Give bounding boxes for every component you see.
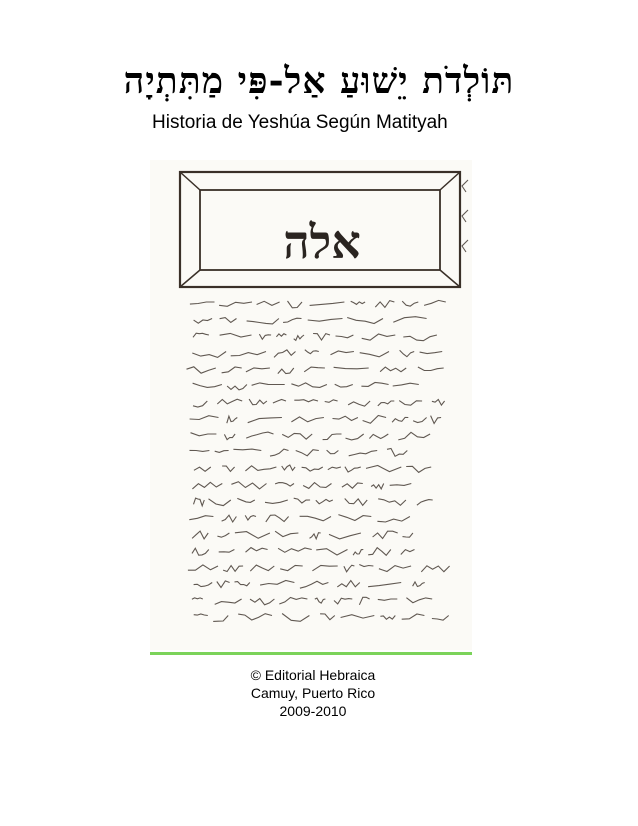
handwriting-stroke xyxy=(260,581,294,586)
handwriting-stroke xyxy=(192,531,208,539)
spanish-title: Historia de Yeshúa Según Matityah xyxy=(152,112,448,133)
handwriting-stroke xyxy=(346,434,364,440)
handwriting-stroke xyxy=(233,449,261,450)
handwriting-stroke xyxy=(189,516,213,520)
handwriting-stroke xyxy=(231,482,266,489)
handwriting-stroke xyxy=(246,432,273,438)
handwriting-stroke xyxy=(328,467,341,470)
handwriting-stroke xyxy=(282,465,295,470)
handwriting-stroke xyxy=(378,401,395,406)
handwriting-stroke xyxy=(431,416,442,424)
handwriting-stroke xyxy=(190,450,210,451)
handwriting-stroke xyxy=(400,350,415,357)
handwriting-stroke xyxy=(390,484,412,486)
handwriting-stroke xyxy=(194,614,208,616)
handwriting-stroke xyxy=(279,598,307,605)
handwriting-stroke xyxy=(215,599,242,604)
handwriting-stroke xyxy=(192,482,222,489)
handwriting-stroke xyxy=(300,516,331,521)
handwriting-stroke xyxy=(310,533,321,539)
handwriting-stroke xyxy=(224,434,235,440)
handwriting-stroke xyxy=(223,566,243,572)
handwriting-stroke xyxy=(417,500,433,506)
handwriting-stroke xyxy=(392,417,408,422)
handwriting-stroke xyxy=(402,301,418,306)
handwriting-stroke xyxy=(190,416,219,420)
handwriting-stroke xyxy=(296,450,319,456)
handwriting-stroke xyxy=(320,614,335,620)
handwriting-stroke xyxy=(308,319,343,322)
handwriting-stroke xyxy=(378,599,398,600)
handwriting-stroke xyxy=(403,335,437,341)
handwriting-stroke xyxy=(194,498,205,506)
handwriting-stroke xyxy=(217,533,229,537)
handwriting-stroke xyxy=(227,385,247,390)
handwriting-stroke xyxy=(368,583,401,587)
handwriting-stroke xyxy=(257,301,280,305)
handwriting-stroke xyxy=(275,531,298,536)
handwriting-stroke xyxy=(193,333,209,337)
handwriting-stroke xyxy=(222,466,235,471)
handwriting-stroke xyxy=(380,367,406,372)
handwriting-stroke xyxy=(302,467,323,471)
handwriting-stroke xyxy=(250,565,274,571)
handwriting-stroke xyxy=(313,334,330,341)
handwriting-stroke xyxy=(399,401,422,406)
handwriting-stroke xyxy=(333,416,358,420)
handwriting-stroke xyxy=(359,597,369,605)
handwriting-stroke xyxy=(393,317,426,323)
handwriting-stroke xyxy=(375,301,394,308)
handwriting-stroke xyxy=(291,383,327,388)
handwriting-stroke xyxy=(345,499,368,506)
handwriting-stroke xyxy=(294,335,304,340)
handwriting-stroke xyxy=(421,566,449,572)
handwriting-stroke xyxy=(329,533,361,539)
handwriting-stroke xyxy=(276,334,286,337)
handwriting-stroke xyxy=(393,383,419,386)
handwriting-stroke xyxy=(265,500,288,503)
handwriting-stroke xyxy=(291,417,324,422)
handwriting-stroke xyxy=(219,302,252,306)
handwriting-stroke xyxy=(294,498,310,503)
handwriting-stroke xyxy=(316,499,333,503)
handwriting-stroke xyxy=(300,581,329,588)
handwriting-stroke xyxy=(304,367,325,372)
handwriting-stroke xyxy=(378,499,406,506)
handwriting-stroke xyxy=(361,383,388,387)
handwriting-stroke xyxy=(278,368,294,374)
handwriting-stroke xyxy=(283,318,301,322)
handwriting-stroke xyxy=(222,367,242,373)
handwriting-stroke xyxy=(219,550,235,553)
handwriting-stroke xyxy=(192,598,203,599)
handwriting-stroke xyxy=(192,548,209,555)
handwriting-stroke xyxy=(235,582,250,586)
manuscript-image xyxy=(150,160,472,650)
margin-stroke xyxy=(462,210,468,222)
handwriting-stroke xyxy=(368,548,391,556)
handwriting-stroke xyxy=(217,581,230,588)
handwriting-stroke xyxy=(344,565,355,572)
handwriting-stroke xyxy=(312,565,337,570)
handwriting-stroke xyxy=(379,566,411,572)
handwriting-stroke xyxy=(342,483,363,488)
handwriting-stroke xyxy=(345,467,361,472)
handwriting-stroke xyxy=(303,483,331,489)
handwriting-stroke xyxy=(215,451,229,453)
handwriting-stroke xyxy=(403,533,413,537)
handwriting-stroke xyxy=(187,367,216,373)
handwriting-stroke xyxy=(190,302,215,304)
hebrew-title: תּוֹלְדֹת יֵשׁוּעַ אַל-פִּי מַתִּתְיָה xyxy=(123,60,515,102)
handwriting-stroke xyxy=(259,334,271,339)
handwriting-stroke xyxy=(380,616,395,620)
handwriting-stroke xyxy=(334,598,352,604)
handwriting-stroke xyxy=(220,318,237,323)
handwriting-stroke xyxy=(334,367,369,369)
handwriting-stroke xyxy=(347,318,383,324)
handwriting-stroke xyxy=(217,399,242,404)
handwriting-stroke xyxy=(246,548,268,553)
handwriting-stroke xyxy=(249,399,267,405)
handwriting-stroke xyxy=(270,449,289,456)
handwriting-stroke xyxy=(252,383,285,385)
handwriting-stroke xyxy=(280,565,303,570)
manuscript-heading-word: אלה xyxy=(283,215,361,269)
handwriting-stroke xyxy=(238,614,272,620)
handwriting-stroke xyxy=(278,548,312,552)
margin-stroke xyxy=(462,180,468,192)
handwriting-stroke xyxy=(188,565,218,570)
handwriting-stroke xyxy=(369,434,388,439)
handwriting-stroke xyxy=(362,334,396,340)
handwriting-stroke xyxy=(338,515,371,521)
handwriting-stroke xyxy=(398,432,430,440)
handwriting-stroke xyxy=(315,598,326,603)
handwriting-stroke xyxy=(305,350,319,354)
handwriting-stroke xyxy=(192,352,226,358)
handwriting-stroke xyxy=(363,416,387,424)
handwriting-stroke xyxy=(418,367,444,371)
handwriting-stroke xyxy=(348,401,370,406)
handwriting-stroke xyxy=(222,515,237,522)
handwriting-stroke xyxy=(401,550,415,555)
handwriting-stroke xyxy=(266,515,289,522)
handwriting-stroke xyxy=(359,565,373,567)
handwriting-stroke xyxy=(325,400,338,403)
divider-line xyxy=(150,652,472,655)
handwriting-stroke xyxy=(432,616,449,621)
handwriting-stroke xyxy=(288,301,303,308)
handwriting-stroke xyxy=(194,319,213,324)
handwriting-stroke xyxy=(194,583,213,587)
handwriting-stroke xyxy=(247,319,279,324)
handwriting-stroke xyxy=(193,383,222,387)
handwriting-stroke xyxy=(420,352,443,354)
handwriting-stroke xyxy=(341,615,375,618)
handwriting-stroke xyxy=(371,484,384,489)
handwriting-stroke xyxy=(349,451,378,456)
handwriting-stroke xyxy=(413,582,425,587)
handwriting-stroke xyxy=(424,300,446,305)
handwriting-stroke xyxy=(387,449,407,457)
handwriting-stroke xyxy=(323,434,342,440)
handwriting-stroke xyxy=(327,450,339,454)
handwriting-stroke xyxy=(366,466,401,472)
handwriting-stroke xyxy=(245,515,256,520)
handwriting-stroke xyxy=(337,581,360,587)
handwriting-stroke xyxy=(231,352,266,356)
handwriting-stroke xyxy=(193,401,207,407)
handwriting-stroke xyxy=(245,466,276,471)
handwriting-stroke xyxy=(336,335,354,338)
handwriting-stroke xyxy=(353,550,363,556)
handwriting-stroke xyxy=(274,350,296,358)
handwriting-stroke xyxy=(275,483,294,487)
years-text: 2009-2010 xyxy=(279,703,347,719)
handwriting-stroke xyxy=(373,531,398,538)
handwriting-stroke xyxy=(209,499,231,506)
margin-stroke xyxy=(462,240,468,252)
handwriting-stroke xyxy=(273,400,286,404)
credits-block xyxy=(238,666,388,720)
handwriting-stroke xyxy=(248,418,282,423)
handwriting-stroke xyxy=(191,433,217,436)
place-text: Camuy, Puerto Rico xyxy=(250,685,376,701)
handwriting-stroke xyxy=(351,301,365,304)
handwriting-stroke xyxy=(194,467,211,471)
handwriting-stroke xyxy=(413,418,427,423)
handwriting-stroke xyxy=(316,549,347,555)
handwriting-stroke xyxy=(406,466,431,472)
handwriting-stroke xyxy=(235,532,270,539)
handwriting-stroke xyxy=(220,333,252,337)
handwriting-stroke xyxy=(213,616,228,622)
handwriting-stroke xyxy=(310,302,345,305)
handwriting-stroke xyxy=(406,598,432,603)
handwriting-stroke xyxy=(360,352,389,357)
handwriting-stroke xyxy=(335,384,353,387)
handwriting-stroke xyxy=(237,498,255,502)
handwriting-stroke xyxy=(402,614,425,619)
handwriting-stroke xyxy=(250,599,274,605)
handwriting-stroke xyxy=(282,433,312,439)
publisher-text: © Editorial Hebraica xyxy=(250,667,376,683)
handwriting-stroke xyxy=(282,614,309,622)
handwriting-stroke xyxy=(331,351,354,355)
handwriting-stroke xyxy=(432,400,445,406)
handwriting-stroke xyxy=(377,517,410,523)
handwriting-stroke xyxy=(227,416,238,423)
handwriting-stroke xyxy=(246,368,270,372)
handwriting-stroke xyxy=(294,400,318,402)
